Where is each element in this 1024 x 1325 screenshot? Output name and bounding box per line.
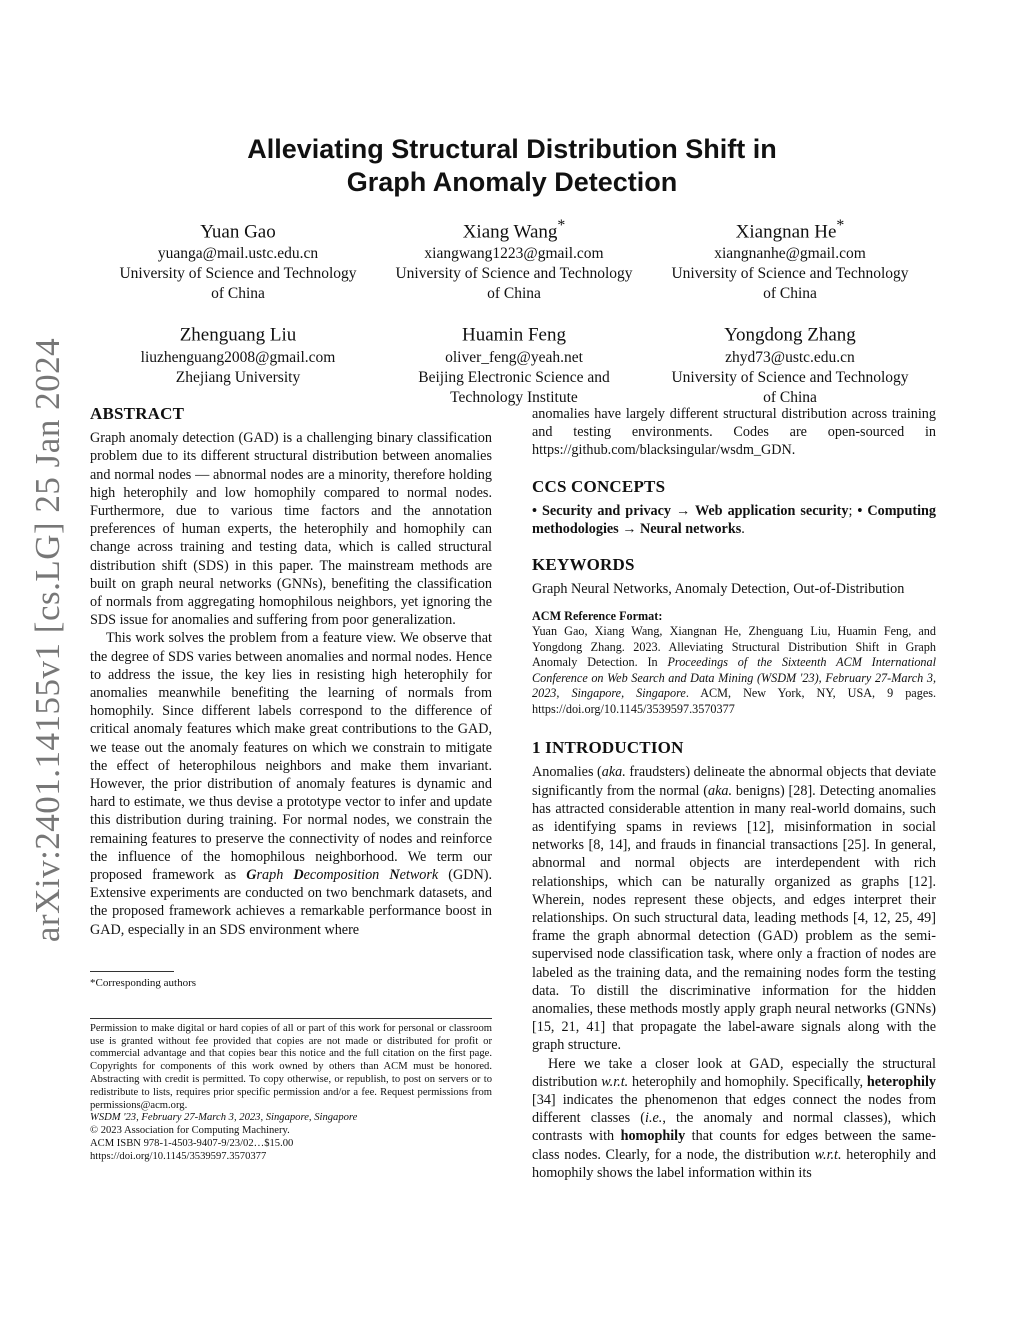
conference-venue: WSDM '23, February 27-March 3, 2023, Singapore, Singapore xyxy=(90,1112,358,1124)
introduction-heading: 1 INTRODUCTION xyxy=(532,738,684,758)
author-name: Huamin Feng xyxy=(462,324,566,346)
author-name: Zhenguang Liu xyxy=(179,324,297,346)
doi-link[interactable]: https://doi.org/10.1145/3539597.3570377 xyxy=(90,1150,267,1162)
abstract-continuation: anomalies have largely different structural distribution across training and testing environments. Codes are open-sourced in https://github.com/blacksingular/wsdm_GDN. xyxy=(532,406,936,459)
keywords-heading: KEYWORDS xyxy=(532,555,635,575)
right-column xyxy=(532,405,936,1182)
title-line-2: Graph Anomaly Detection xyxy=(346,167,678,197)
arxiv-sidebar-stamp xyxy=(18,337,78,943)
author-email[interactable]: oliver_feng@yeah.net xyxy=(445,348,583,366)
author-affiliation-cont: of China xyxy=(763,285,817,303)
author-card xyxy=(376,317,652,407)
author-affiliation-cont: of China xyxy=(763,388,817,406)
author-affiliation-cont: Technology Institute xyxy=(450,388,578,406)
author-name: Xiangnan He xyxy=(735,221,837,243)
ccs-heading: CCS CONCEPTS xyxy=(532,476,666,496)
abstract-heading: ABSTRACT xyxy=(90,404,185,423)
author-name: Yongdong Zhang xyxy=(724,324,856,346)
author-affiliation-cont: of China xyxy=(211,285,265,303)
abstract-paragraph-2: This work solves the problem from a feature view. We observe that the degree of SDS varies between anomalies and normal nodes. Hence to address the issue, the key lies in resisting high heterophily for anomalies meanwhile benefiting the learning of normals from homophily. Since different labels correspond to the difference of critical anomaly features which make great contributions to the GAD, we tease out the anomaly features on which we constrain to mitigate the effect of heterophilous neighbors and make them invariant. However, the prior distribution of anomaly features is dynamic and hard to estimate, we thus devise a prototype vector to infer and update this distribution during training. For normal nodes, we constrain the remaining features to preserve the connectivity of nodes and reinforce the influence of the homophilous neighborhood. We term our proposed framework as Graph Decomposition Network (GDN). Extensive experiments are conducted on two benchmark datasets, and the proposed framework achieves a remarkable performance boost in GAD, especially in an SDS environment where xyxy=(90,630,493,938)
author-email[interactable]: xiangwang1223@gmail.com xyxy=(424,245,604,263)
author-affiliation: University of Science and Technology xyxy=(671,265,909,283)
author-card xyxy=(652,317,928,407)
author-email[interactable]: xiangnanhe@gmail.com xyxy=(714,245,866,263)
intro-paragraph-2: Here we take a closer look at GAD, especially the structural distribution w.r.t. heterophily and homophily. Specifically, heterophily [34] indicates the phenomenon that edges connect the nodes from different classes (i.e., the anomaly and normal classes), which contrasts with homophily that counts for edges between the same-class nodes. Clearly, for a node, the distribution w.r.t. heterophily and homophily shows the label information within its xyxy=(532,1055,937,1181)
keywords-text: Graph Neural Networks, Anomaly Detection, Out-of-Distribution xyxy=(532,581,905,598)
author-affiliation-cont: of China xyxy=(487,285,541,303)
isbn-line: ACM ISBN 978-1-4503-9407-9/23/02…$15.00 xyxy=(90,1138,294,1150)
acm-reference xyxy=(532,609,936,718)
paper-title xyxy=(0,133,1024,199)
author-mark: * xyxy=(557,217,566,234)
footnote-rule xyxy=(90,971,174,972)
author-affiliation: University of Science and Technology xyxy=(395,265,633,283)
title-line-1: Alleviating Structural Distribution Shift in xyxy=(247,134,777,164)
acm-reference-heading: ACM Reference Format: xyxy=(532,608,663,623)
author-card xyxy=(376,214,652,304)
author-name: Yuan Gao xyxy=(200,221,276,243)
author-card xyxy=(100,317,376,407)
permission-notice xyxy=(90,1023,492,1164)
permission-text: Permission to make digital or hard copies of all or part of this work for personal or classroom use is granted without fee provided that copies are not made or distributed for profit or commercial advantage and that copies bear this notice and the full citation on the first page. Copyrights for components of this work owned by others than ACM must be honored. Abstracting with credit is permitted. To copy otherwise, or republish, to post on servers or to redistribute to lists, requires prior specific permission and/or a fee. Request permissions from permissions@acm.org. xyxy=(90,1022,492,1111)
intro-paragraph-1: Anomalies (aka. fraudsters) delineate the abnormal objects that deviate significantly from the normal (aka. benigns) [28]. Detecting anomalies has attracted considerable attention in many real-world domains, such as identifying spams in reviews [12], misinformation in social networks [8, 14], and frauds in financial transactions [25]. In general, abnormal and normal objects are interdependent with rich relationships, which can be naturally organized as graphs [12]. Wherein, nodes represent these objects, and edges interpret their relationships. On such structural data, leading methods [4, 12, 25, 49] frame the graph abnormal detection (GAD) problem as the semi-supervised node classification task, where only a fraction of nodes are labeled as the training data, and the remaining nodes form the testing data. To distill the discriminative information for the hidden anomalies, these methods mostly apply graph neural networks (GNNs) [15, 21, 41] that propagate the label-aware signals along with the graph structure. xyxy=(532,764,937,1054)
author-card xyxy=(652,214,928,304)
author-email[interactable]: liuzhenguang2008@gmail.com xyxy=(140,348,336,366)
author-block xyxy=(100,214,928,408)
abstract-paragraph-1: Graph anomaly detection (GAD) is a challenging binary classification problem due to its different structural distribution between anomalies and normal nodes — abnormal nodes are a minority, therefore holding high heterophily and low homophily compared to normal nodes. Furthermore, due to various time factors and the annotation preferences of human experts, the heterophily and homophily can change across training and testing data, which is called structural distribution shift (SDS) in this paper. The mainstream methods are built on graph neural networks (GNNs), benefiting the classification of normals from aggregating homophilous neighbors, yet ignoring the SDS issue for anomalies and suffering from poor generalization. xyxy=(90,430,492,629)
author-email[interactable]: yuanga@mail.ustc.edu.cn xyxy=(157,245,319,263)
ccs-concepts: • Security and privacy → Web application security; • Computing methodologies → Neural networks. xyxy=(532,502,936,538)
author-mark: * xyxy=(836,217,845,234)
footnote-corresponding: *Corresponding authors xyxy=(90,976,197,989)
author-email[interactable]: zhyd73@ustc.edu.cn xyxy=(725,348,855,366)
author-affiliation: Zhejiang University xyxy=(175,368,301,386)
author-name: Xiang Wang xyxy=(462,221,558,243)
author-affiliation: University of Science and Technology xyxy=(119,265,357,283)
permission-rule xyxy=(90,1018,492,1019)
author-card xyxy=(100,214,376,304)
left-column xyxy=(90,405,492,1164)
author-affiliation: University of Science and Technology xyxy=(671,368,909,386)
copyright-line: © 2023 Association for Computing Machinery. xyxy=(90,1125,290,1137)
acm-reference-text: Yuan Gao, Xiang Wang, Xiangnan He, Zhenguang Liu, Huamin Feng, and Yongdong Zhang. 2023. Alleviating Structural Distribution Shift in Graph Anomaly Detection. In Proceedings of the Sixteenth ACM International Conference on Web Search and Data Mining (WSDM '23), February 27-March 3, 2023, Singapore, Singapore. ACM, New York, NY, USA, 9 pages. https://doi.org/10.1145/3539597.3570377 xyxy=(532,624,937,716)
arxiv-identifier: arXiv:2401.14155v1 [cs.LG] 25 Jan 2024 xyxy=(28,337,67,943)
author-affiliation: Beijing Electronic Science and xyxy=(418,368,610,386)
